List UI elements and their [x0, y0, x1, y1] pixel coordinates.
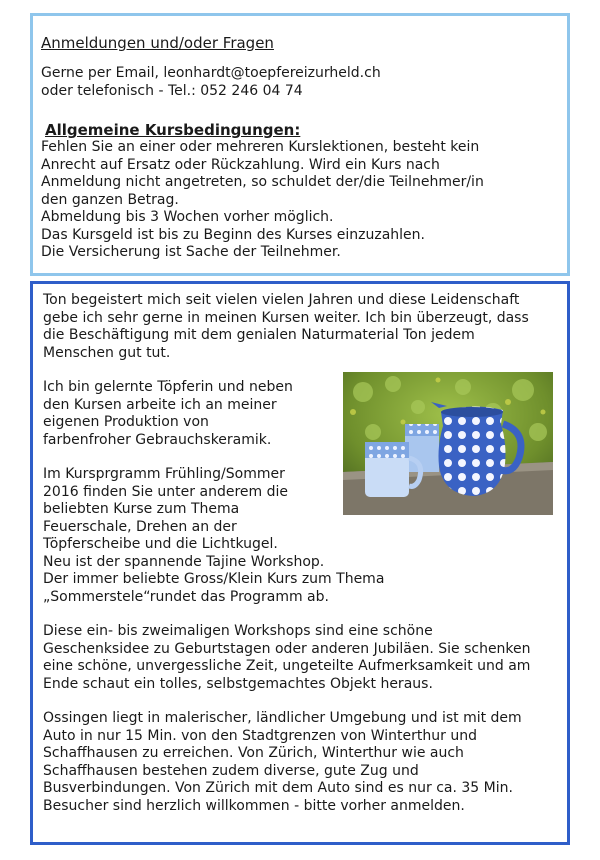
about-line: Ich bin gelernte Töpferin und neben — [43, 379, 293, 395]
pottery-photo — [343, 372, 553, 515]
workshop-line: Ende schaut ein tolles, selbstgemachtes Objekt heraus. — [43, 675, 433, 692]
location-line: Busverbindungen. Von Zürich mit dem Auto sind es nur ca. 35 Min. — [43, 780, 513, 796]
terms-line: Anmeldung nicht angetreten, so schuldet der/die Teilnehmer/in — [41, 174, 484, 190]
location-line: Schaffhausen zu erreichen. Von Zürich, Winterthur wie auch — [43, 745, 464, 761]
about-line: farbenfroher Gebrauchskeramik. — [43, 431, 272, 448]
contact-line-phone: oder telefonisch - Tel.: 052 246 04 74 — [41, 82, 303, 99]
intro-line: die Beschäftigung mit dem genialen Naturmaterial Ton jedem — [43, 327, 475, 343]
location-line: Besucher sind herzlich willkommen - bitte vorher anmelden. — [43, 797, 465, 814]
location-line: Auto in nur 15 Min. von den Stadtgrenzen von Winterthur und — [43, 727, 477, 744]
workshop-line: Diese ein- bis zweimaligen Workshops sind eine schöne — [43, 623, 433, 639]
program-line: Der immer beliebte Gross/Klein Kurs zum Thema — [43, 571, 385, 587]
about-line: den Kursen arbeite ich an meiner — [43, 396, 277, 413]
terms-line: den ganzen Betrag. — [41, 191, 179, 208]
intro-line: gebe ich sehr gerne in meinen Kursen weiter. Ich bin überzeugt, dass — [43, 309, 529, 326]
program-line: Töpferscheibe und die Lichtkugel. — [43, 536, 278, 552]
about-line: eigenen Produktion von — [43, 414, 209, 430]
terms-line: Die Versicherung ist Sache der Teilnehmer. — [41, 244, 341, 260]
terms-text — [41, 139, 557, 262]
location-paragraph — [43, 710, 559, 815]
intro-line: Menschen gut tut. — [43, 344, 171, 361]
intro-line: Ton begeistert mich seit vielen vielen Jahren und diese Leidenschaft — [43, 292, 520, 308]
program-line: „Sommerstele“rundet das Programm ab. — [43, 588, 329, 605]
terms-line: Das Kursgeld ist bis zu Beginn des Kurses einzuzahlen. — [41, 226, 425, 243]
registration-box — [30, 13, 570, 276]
terms-line: Anrecht auf Ersatz oder Rückzahlung. Wird ein Kurs nach — [41, 156, 440, 173]
registration-heading: Anmeldungen und/oder Fragen — [41, 34, 274, 52]
terms-line: Fehlen Sie an einer oder mehreren Kurslektionen, besteht kein — [41, 139, 480, 155]
terms-heading: Allgemeine Kursbedingungen: — [45, 121, 301, 139]
program-line: 2016 finden Sie unter anderem die — [43, 483, 288, 500]
program-line: beliebten Kurse zum Thema — [43, 501, 240, 517]
workshop-line: eine schöne, unvergessliche Zeit, ungeteilte Aufmerksamkeit und am — [43, 658, 531, 674]
about-paragraph — [43, 379, 311, 449]
program-line: Neu ist der spannende Tajine Workshop. — [43, 553, 325, 570]
terms-line: Abmeldung bis 3 Wochen vorher möglich. — [41, 209, 334, 225]
program-line: Feuerschale, Drehen an der — [43, 518, 237, 535]
location-line: Ossingen liegt in malerischer, ländlicher Umgebung und ist mit dem — [43, 710, 522, 726]
location-line: Schaffhausen bestehen zudem diverse, gute Zug und — [43, 762, 419, 779]
workshop-line: Geschenksidee zu Geburtstagen oder anderen Jubiläen. Sie schenken — [43, 640, 531, 657]
workshop-paragraph — [43, 623, 559, 693]
program-line: Im Kursprgramm Frühling/Sommer — [43, 466, 285, 482]
about-box — [30, 281, 570, 845]
intro-paragraph — [43, 292, 559, 362]
contact-line-email: Gerne per Email, leonhardt@toepfereizurheld.ch — [41, 65, 381, 81]
